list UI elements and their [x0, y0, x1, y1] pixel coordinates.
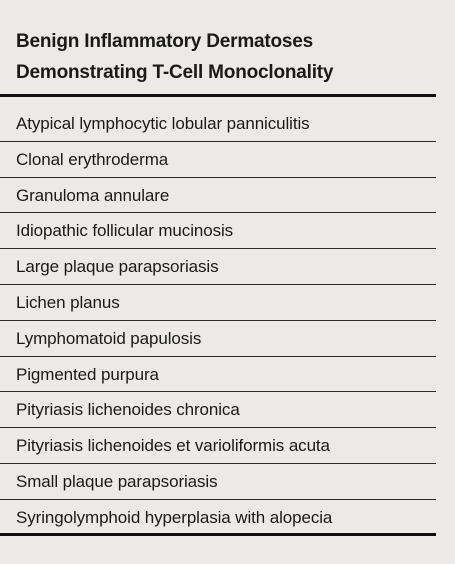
table-row [0, 213, 436, 249]
table-row [0, 392, 436, 428]
table-row [0, 464, 436, 500]
row-label: Pigmented purpura [16, 364, 159, 384]
row-label: Atypical lymphocytic lobular panniculitis [16, 114, 310, 133]
row-label: Syringolymphoid hyperplasia with alopecia [16, 507, 333, 527]
row-label: Pityriasis lichenoides et varioliformis acuta [16, 436, 330, 456]
table-row [0, 178, 436, 214]
row-label: Lichen planus [16, 292, 120, 312]
header-rule [0, 94, 436, 97]
table-row [0, 357, 436, 393]
table-row [0, 285, 436, 321]
row-label: Granuloma annulare [16, 185, 170, 205]
row-label: Clonal erythroderma [16, 149, 169, 169]
row-label: Small plaque parapsoriasis [16, 471, 218, 491]
table-row [0, 106, 436, 142]
table-title [16, 26, 436, 88]
table-title-line-1: Benign Inflammatory Dermatoses [16, 31, 314, 52]
table-row [0, 142, 436, 178]
table-title-line-2: Demonstrating T-Cell Monoclonality [16, 62, 334, 83]
table-row [0, 249, 436, 285]
table-row [0, 428, 436, 464]
table-row [0, 321, 436, 357]
row-label: Pityriasis lichenoides chronica [16, 400, 240, 420]
table-row [0, 500, 436, 536]
row-label: Large plaque parapsoriasis [16, 257, 219, 277]
row-label: Lymphomatoid papulosis [16, 328, 202, 348]
row-label: Idiopathic follicular mucinosis [16, 221, 234, 241]
table-rows [0, 106, 436, 536]
